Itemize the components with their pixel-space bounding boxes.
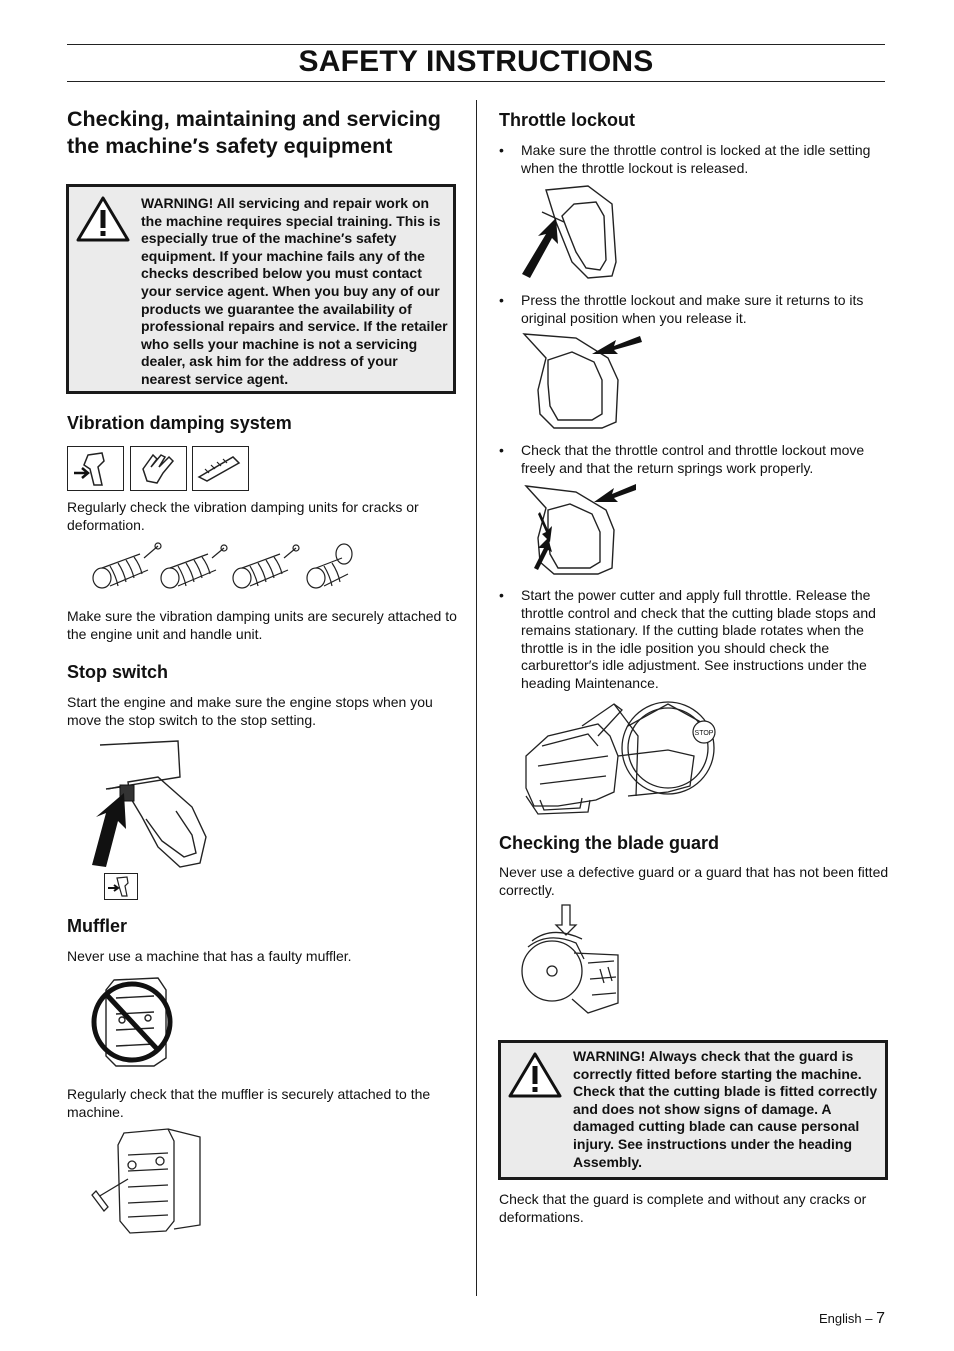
warning-text-servicing: WARNING! All servicing and repair work on the machine requires special training. This is especially true of the machine′s safety equipment. If your machine fails any of the checks described below you must contact your service agent. When you buy any of our products we guarantee the availability of professional repairs and service. If the retailer who sells your machine is not a servicing dealer, ask him for the address of your nearest service agent. <box>141 195 448 387</box>
throttle-lock-press-figure <box>518 330 648 430</box>
heading-muffler: Muffler <box>67 916 127 936</box>
page-footer <box>819 1310 885 1328</box>
throttle-bullet-4 <box>499 587 889 697</box>
throttle-bullet-2-text: Press the throttle lockout and make sure it returns to its original position when you release it. <box>521 292 864 326</box>
blade-guard-text-2: Check that the guard is complete and without any cracks or deformations. <box>499 1191 867 1225</box>
warning-box-servicing <box>66 184 456 394</box>
warning-triangle-icon <box>507 1051 563 1099</box>
heading-stop-switch: Stop switch <box>67 662 169 682</box>
vibration-damper-springs-figure <box>88 540 368 600</box>
stop-switch-figure <box>88 737 228 872</box>
warning-triangle-icon <box>75 195 131 243</box>
throttle-lock-released-figure <box>518 182 628 282</box>
bullet-marker: • <box>499 142 504 158</box>
stop-switch-symbol-icon <box>104 873 138 900</box>
stop-switch-text: Start the engine and make sure the engine stops when you move the stop switch to the stop setting. <box>67 694 433 728</box>
glove-symbol-icon <box>130 446 187 491</box>
header-bottom-rule <box>67 81 885 82</box>
muffler-text-1: Never use a machine that has a faulty muffler. <box>67 948 352 964</box>
hand-lever-symbol-icon <box>67 446 124 491</box>
footer-language: English <box>818 1311 862 1326</box>
muffler-text-2: Regularly check that the muffler is securely attached to the machine. <box>67 1086 431 1120</box>
stop-sign-label: STOP <box>694 730 714 737</box>
throttle-bullet-2 <box>499 292 889 328</box>
blade-guard-figure <box>518 903 628 1018</box>
warning-text-guard: WARNING! Always check that the guard is correctly fitted before starting the machine. Check that the cutting blade is fitted correctly and does not show signs of damage. A damaged cutting blade can cause personal injury. See instructions under the heading Assembly. <box>573 1048 878 1170</box>
heading-blade-guard: Checking the blade guard <box>499 833 720 853</box>
warning-box-guard <box>498 1040 888 1180</box>
vibration-text-2: Make sure the vibration damping units are securely attached to the engine unit and handle unit. <box>67 608 457 642</box>
blade-guard-text-1: Never use a defective guard or a guard that has not been fitted correctly. <box>499 864 889 898</box>
bullet-marker: • <box>499 442 504 458</box>
throttle-bullet-1 <box>499 142 889 178</box>
heading-vibration: Vibration damping system <box>67 413 292 433</box>
throttle-bullet-4-text: Start the power cutter and apply full throttle. Release the throttle control and check that the cutting blade stops and remains stationary. If the cutting blade rotates when the throttle is in the idle position you should check the carburettor′s idle adjustment. See instructions under the heading Maintenance. <box>521 587 876 691</box>
page-title: SAFETY INSTRUCTIONS <box>298 45 654 78</box>
bullet-marker: • <box>499 587 504 603</box>
footer-dash: – <box>865 1311 873 1326</box>
power-cutter-stop-figure <box>518 696 738 821</box>
muffler-attachment-figure <box>88 1125 208 1235</box>
throttle-bullet-3-text: Check that the throttle control and throttle lockout move freely and that the return springs work properly. <box>521 442 865 476</box>
main-heading: Checking, maintaining and servicing the machine′s safety equipment <box>67 107 441 158</box>
faulty-muffler-prohibited-figure <box>88 970 178 1070</box>
throttle-bullet-1-text: Make sure the throttle control is locked at the idle setting when the throttle lockout is released. <box>521 142 871 176</box>
brush-symbol-icon <box>192 446 249 491</box>
bullet-marker: • <box>499 292 504 308</box>
vibration-text-1: Regularly check the vibration damping units for cracks or deformation. <box>67 499 419 533</box>
column-divider <box>476 100 477 1296</box>
throttle-springs-figure <box>518 482 648 578</box>
heading-throttle-lockout: Throttle lockout <box>499 110 635 130</box>
throttle-bullet-3 <box>499 442 889 478</box>
page-number: 7 <box>876 1310 885 1327</box>
